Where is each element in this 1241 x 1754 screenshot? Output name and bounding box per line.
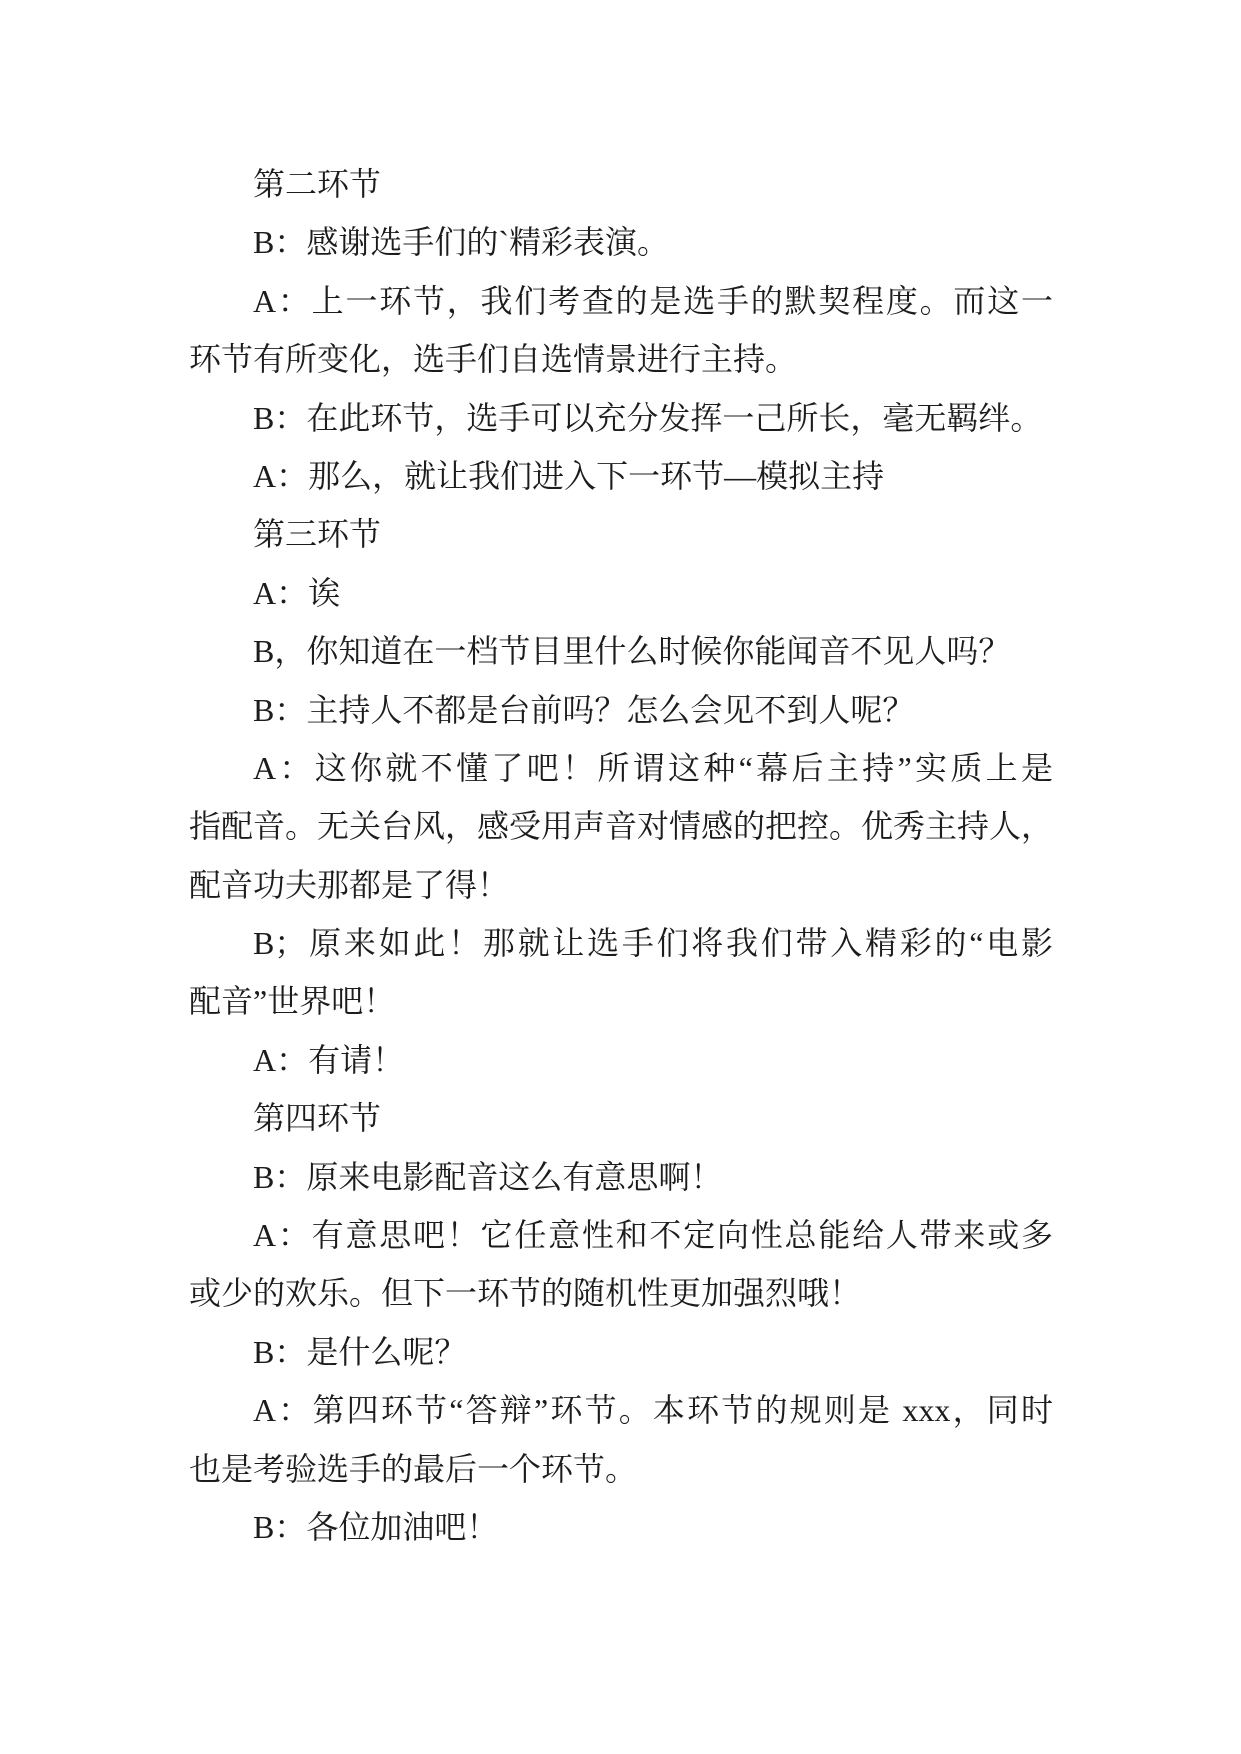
paragraph-line: A：有意思吧！它任意性和不定向性总能给人带来或多	[253, 1217, 1053, 1254]
section-heading-text: 第四环节	[253, 1100, 382, 1137]
paragraph-line: 配音”世界吧！	[189, 983, 396, 1020]
dialogue-paragraph	[189, 564, 1053, 622]
dialogue-paragraph	[189, 1031, 1053, 1089]
paragraph-line: 也是考验选手的最后一个环节。	[189, 1450, 638, 1487]
paragraph-line: A：那么，就让我们进入下一环节—模拟主持	[253, 457, 885, 494]
dialogue-paragraph	[189, 1206, 1053, 1323]
dialogue-paragraph	[189, 622, 1053, 680]
paragraph-line: 指配音。无关台风，感受用声音对情感的把控。优秀主持人，	[189, 808, 1054, 845]
paragraph-line: A：有请！	[253, 1041, 405, 1078]
paragraph-line: B：各位加油吧！	[253, 1508, 499, 1545]
paragraph-line: B：原来电影配音这么有意思啊！	[253, 1158, 723, 1195]
paragraph-line: B，你知道在一档节目里什么时候你能闻音不见人吗？	[253, 633, 1011, 670]
paragraph-line: 环节有所变化，选手们自选情景进行主持。	[189, 341, 798, 378]
paragraph-line: A：这你就不懂了吧！所谓这种“幕后主持”实质上是	[253, 749, 1053, 786]
paragraph-line: B；原来如此！那就让选手们将我们带入精彩的“电影	[253, 925, 1053, 962]
paragraph-line: A：诶	[253, 574, 341, 611]
section-heading-text: 第二环节	[253, 166, 382, 202]
section-heading-text: 第三环节	[253, 516, 382, 553]
paragraph-line: B：是什么呢？	[253, 1333, 467, 1370]
dialogue-paragraph	[189, 914, 1053, 1031]
paragraph-line: 或少的欢乐。但下一环节的随机性更加强烈哦！	[189, 1275, 862, 1312]
dialogue-paragraph	[189, 681, 1053, 739]
dialogue-paragraph	[189, 389, 1053, 447]
dialogue-paragraph	[189, 1148, 1053, 1206]
dialogue-paragraph	[189, 272, 1053, 389]
dialogue-paragraph	[189, 1498, 1053, 1556]
dialogue-paragraph	[189, 1323, 1053, 1381]
dialogue-paragraph	[189, 739, 1053, 914]
dialogue-paragraph	[189, 213, 1053, 271]
section-heading	[189, 155, 1053, 213]
paragraph-line: B：主持人不都是台前吗？怎么会见不到人呢？	[253, 691, 915, 728]
paragraph-line: B：感谢选手们的`精彩表演。	[253, 224, 670, 261]
paragraph-line: A：第四环节“答辩”环节。本环节的规则是 xxx，同时	[253, 1392, 1053, 1429]
section-heading	[189, 1089, 1053, 1147]
dialogue-paragraph	[189, 1381, 1053, 1498]
paragraph-line: 配音功夫那都是了得！	[189, 866, 510, 903]
paragraph-line: A：上一环节，我们考查的是选手的默契程度。而这一	[253, 282, 1053, 319]
section-heading	[189, 505, 1053, 563]
paragraph-line: B：在此环节，选手可以充分发挥一己所长，毫无羁绊。	[253, 399, 1043, 436]
document-body	[189, 155, 1053, 1556]
dialogue-paragraph	[189, 447, 1053, 505]
